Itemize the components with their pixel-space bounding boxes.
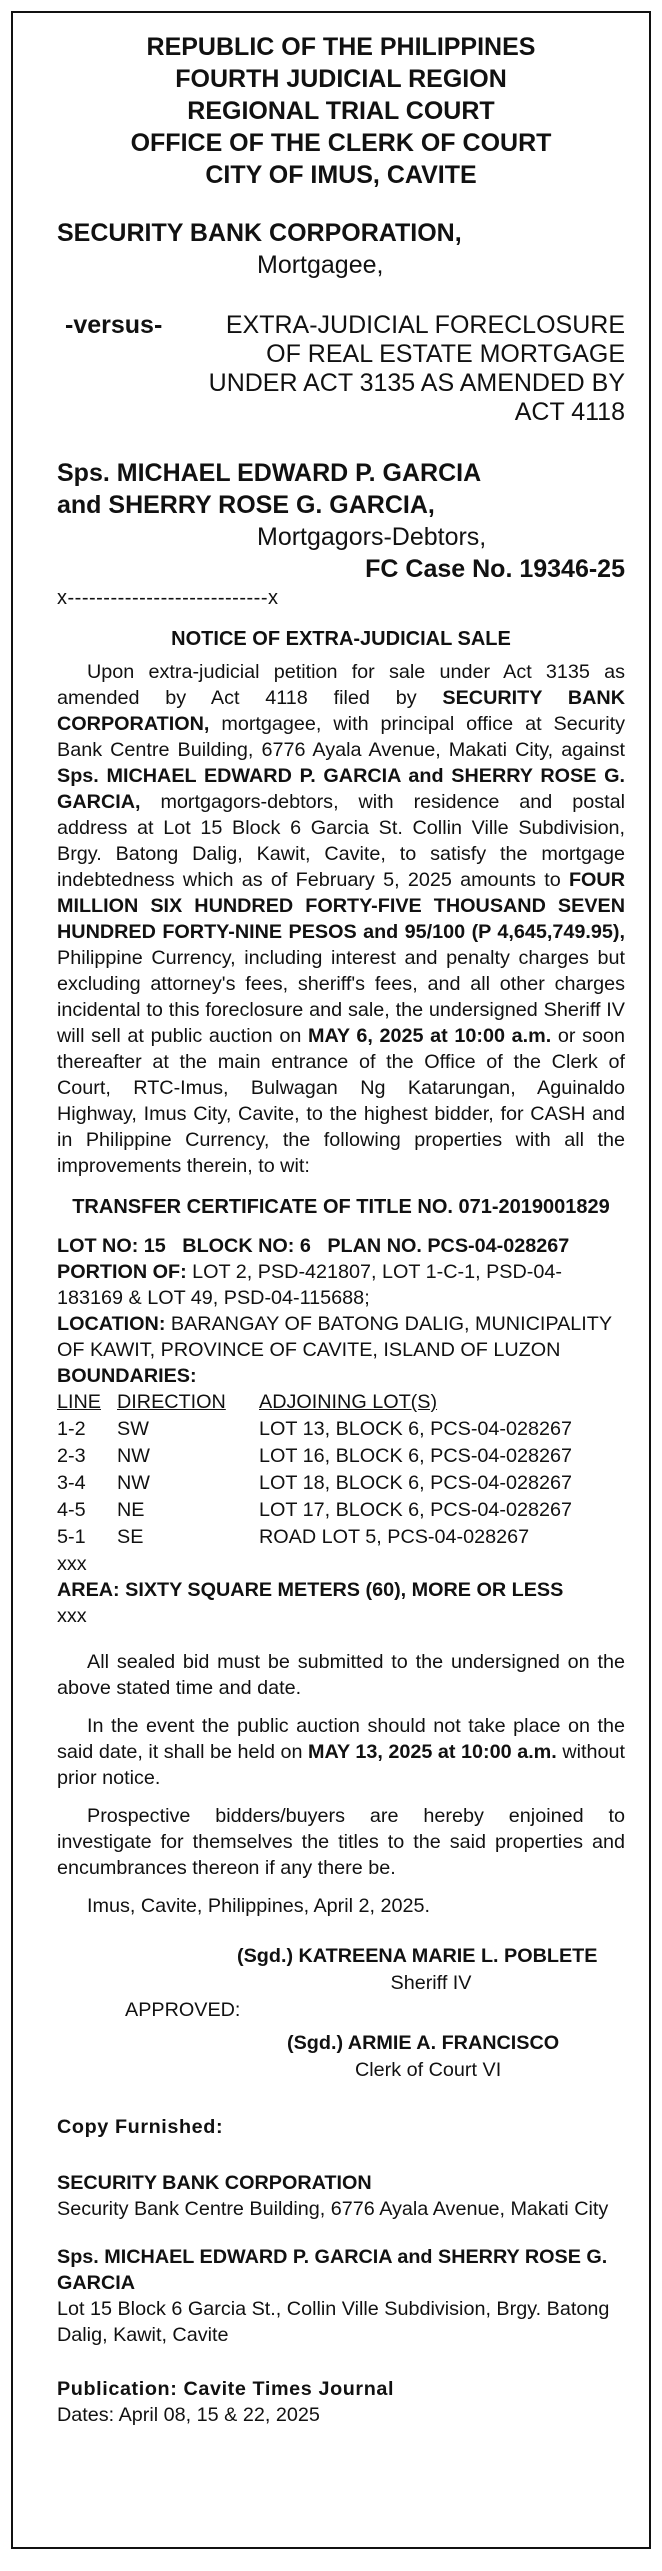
cell-direction: NW <box>117 1445 150 1467</box>
header-line: CITY OF IMUS, CAVITE <box>205 161 477 189</box>
bold-span: FOUR MILLION SIX HUNDRED FORTY-FIVE THOUSAND SEVEN HUNDRED FORTY-NINE PESOS and 95/100 (P 4,645,749.95), <box>57 869 625 943</box>
paragraph-bidders: Prospective bidders/buyers are hereby enjoined to investigate for themselves the titles to the said properties and encumbrances thereon if any there be. <box>57 1805 625 1879</box>
portion-value: LOT 2, PSD-421807, LOT 1-C-1, PSD-04-183169 & LOT 49, PSD-04-115688; <box>57 1261 562 1309</box>
clerk-title: Clerk of Court VI <box>355 2059 502 2081</box>
cell-direction: NW <box>117 1472 150 1494</box>
cell-line: 5-1 <box>57 1526 86 1548</box>
text-span: or soon thereafter at the main entrance of the Office of the Clerk of Court, RTC-Imus, Bulwagan Ng Katarungan, Aguinaldo Highway, Imus City, Cavite, to the highest bidder, for CASH and in Philippine Currency, the following properties with all the improvements therein, to wit: <box>57 1025 625 1177</box>
copy-recipient <box>57 2170 625 2222</box>
copy-recipient <box>57 2244 625 2348</box>
debtors-name-line: and SHERRY ROSE G. GARCIA, <box>57 491 435 519</box>
bold-span: MAY 13, 2025 at 10:00 a.m. <box>308 1741 557 1763</box>
area-line: AREA: SIXTY SQUARE METERS (60), MORE OR LESS <box>57 1579 564 1601</box>
clerk-name: (Sgd.) ARMIE A. FRANCISCO <box>287 2032 560 2054</box>
paragraph-reschedule <box>57 1713 625 1791</box>
table-header-row <box>57 1389 572 1416</box>
debtors-name-line: Sps. MICHAEL EDWARD P. GARCIA <box>57 459 482 487</box>
text-span: Philippine Currency, including interest and penalty charges but excluding attorney's fees, sheriff's fees, and all other charges incidental to this foreclosure and sale, the undersigned Sheriff IV will sell at public auction on <box>57 947 625 1047</box>
cell-direction: NE <box>117 1499 145 1521</box>
place-date: Imus, Cavite, Philippines, April 2, 2025. <box>87 1895 431 1917</box>
sheriff-signature <box>57 1943 625 1997</box>
cell-adjoining: LOT 13, BLOCK 6, PCS-04-028267 <box>259 1418 573 1440</box>
location-line <box>57 1311 625 1363</box>
cell-line: 1-2 <box>57 1418 86 1440</box>
header-line: FOURTH JUDICIAL REGION <box>175 65 507 93</box>
table-row <box>57 1497 572 1524</box>
notice-page <box>11 11 651 2549</box>
cell-line: 4-5 <box>57 1499 86 1521</box>
recipient-address: Lot 15 Block 6 Garcia St., Collin Ville Subdivision, Brgy. Batong Dalig, Kawit, Cavite <box>57 2298 610 2346</box>
text-span: without prior notice. <box>57 1741 625 1789</box>
boundaries-table <box>57 1389 572 1551</box>
table-row <box>57 1470 572 1497</box>
text-span: Upon extra-judicial petition for sale under Act 3135 as amended by Act 4118 filed by <box>57 661 625 709</box>
paragraph-petition <box>57 659 625 1179</box>
header-cell: ADJOINING LOT(S) <box>259 1391 438 1413</box>
cell-adjoining: ROAD LOT 5, PCS-04-028267 <box>259 1526 530 1548</box>
copy-furnished-label: Copy Furnished: <box>57 2116 224 2138</box>
publication-dates: Dates: April 08, 15 & 22, 2025 <box>57 2404 320 2426</box>
case-title: EXTRA-JUDICIAL FORECLOSURE OF REAL ESTATE MORTGAGE UNDER ACT 3135 AS AMENDED BY ACT 4118 <box>208 311 625 426</box>
recipient-name: SECURITY BANK CORPORATION <box>57 2172 372 2194</box>
debtors-role: Mortgagors-Debtors, <box>257 523 487 551</box>
bold-span: SECURITY BANK CORPORATION, <box>57 687 625 735</box>
xxx-marker: xxx <box>57 1605 87 1627</box>
bold-span: MAY 6, 2025 at 10:00 a.m. <box>307 1025 552 1047</box>
versus-label: -versus- <box>65 311 163 339</box>
court-header <box>57 31 625 191</box>
approved-label: APPROVED: <box>125 1999 241 2021</box>
property-description <box>57 1233 625 1629</box>
separator-line: x----------------------------x <box>57 587 279 609</box>
debtors-block <box>57 457 625 553</box>
portion-line <box>57 1259 625 1311</box>
paragraph-sealed-bid: All sealed bid must be submitted to the undersigned on the above stated time and date. <box>57 1651 625 1699</box>
header-line: REPUBLIC OF THE PHILIPPINES <box>146 33 536 61</box>
recipient-address: Security Bank Centre Building, 6776 Ayala Avenue, Makati City <box>57 2198 609 2220</box>
table-row <box>57 1524 572 1551</box>
mortgagee-name: SECURITY BANK CORPORATION, <box>57 219 462 247</box>
location-label: LOCATION: <box>57 1313 166 1335</box>
cell-direction: SW <box>117 1418 149 1440</box>
boundaries-label: BOUNDARIES: <box>57 1365 197 1387</box>
lot-line: LOT NO: 15 BLOCK NO: 6 PLAN NO. PCS-04-028267 <box>57 1235 570 1257</box>
versus-row <box>57 311 625 427</box>
text-span: mortgagors-debtors, with residence and postal address at Lot 15 Block 6 Garcia St. Collin Ville Subdivision, Brgy. Batong Dalig, Kawit, Cavite, to satisfy the mortgage indebtedness which as of February 5, 2025 amounts to <box>57 791 625 891</box>
tct-number: TRANSFER CERTIFICATE OF TITLE NO. 071-2019001829 <box>72 1196 610 1218</box>
header-line: OFFICE OF THE CLERK OF COURT <box>130 129 552 157</box>
cell-adjoining: LOT 17, BLOCK 6, PCS-04-028267 <box>259 1499 573 1521</box>
cell-adjoining: LOT 16, BLOCK 6, PCS-04-028267 <box>259 1445 573 1467</box>
header-cell: LINE <box>57 1391 101 1413</box>
cell-adjoining: LOT 18, BLOCK 6, PCS-04-028267 <box>259 1472 573 1494</box>
clerk-signature <box>57 2030 625 2084</box>
mortgagee-role: Mortgagee, <box>257 251 384 279</box>
publication-line: Publication: Cavite Times Journal <box>57 2378 395 2400</box>
xxx-marker: xxx <box>57 1553 87 1575</box>
cell-line: 2-3 <box>57 1445 86 1467</box>
sheriff-name: (Sgd.) KATREENA MARIE L. POBLETE <box>237 1945 598 1967</box>
publication-block <box>57 2376 625 2428</box>
portion-label: PORTION OF: <box>57 1261 187 1283</box>
header-cell: DIRECTION <box>117 1391 226 1413</box>
cell-line: 3-4 <box>57 1472 86 1494</box>
recipient-name: Sps. MICHAEL EDWARD P. GARCIA and SHERRY ROSE G. GARCIA <box>57 2246 608 2294</box>
notice-title: NOTICE OF EXTRA-JUDICIAL SALE <box>171 628 511 650</box>
table-row <box>57 1416 572 1443</box>
cell-direction: SE <box>117 1526 144 1548</box>
sheriff-title: Sheriff IV <box>390 1972 472 1994</box>
fc-case-number: FC Case No. 19346-25 <box>365 555 625 583</box>
location-value: BARANGAY OF BATONG DALIG, MUNICIPALITY OF KAWIT, PROVINCE OF CAVITE, ISLAND OF LUZON <box>57 1313 612 1361</box>
bold-span: Sps. MICHAEL EDWARD P. GARCIA and SHERRY ROSE G. GARCIA, <box>57 765 625 813</box>
mortgagee-block <box>57 217 625 281</box>
table-row <box>57 1443 572 1470</box>
header-line: REGIONAL TRIAL COURT <box>187 97 495 125</box>
text-span: mortgagee, with principal office at Security Bank Centre Building, 6776 Ayala Avenue, Makati City, against <box>57 713 625 761</box>
text-span: In the event the public auction should not take place on the said date, it shall be held on <box>57 1715 625 1763</box>
